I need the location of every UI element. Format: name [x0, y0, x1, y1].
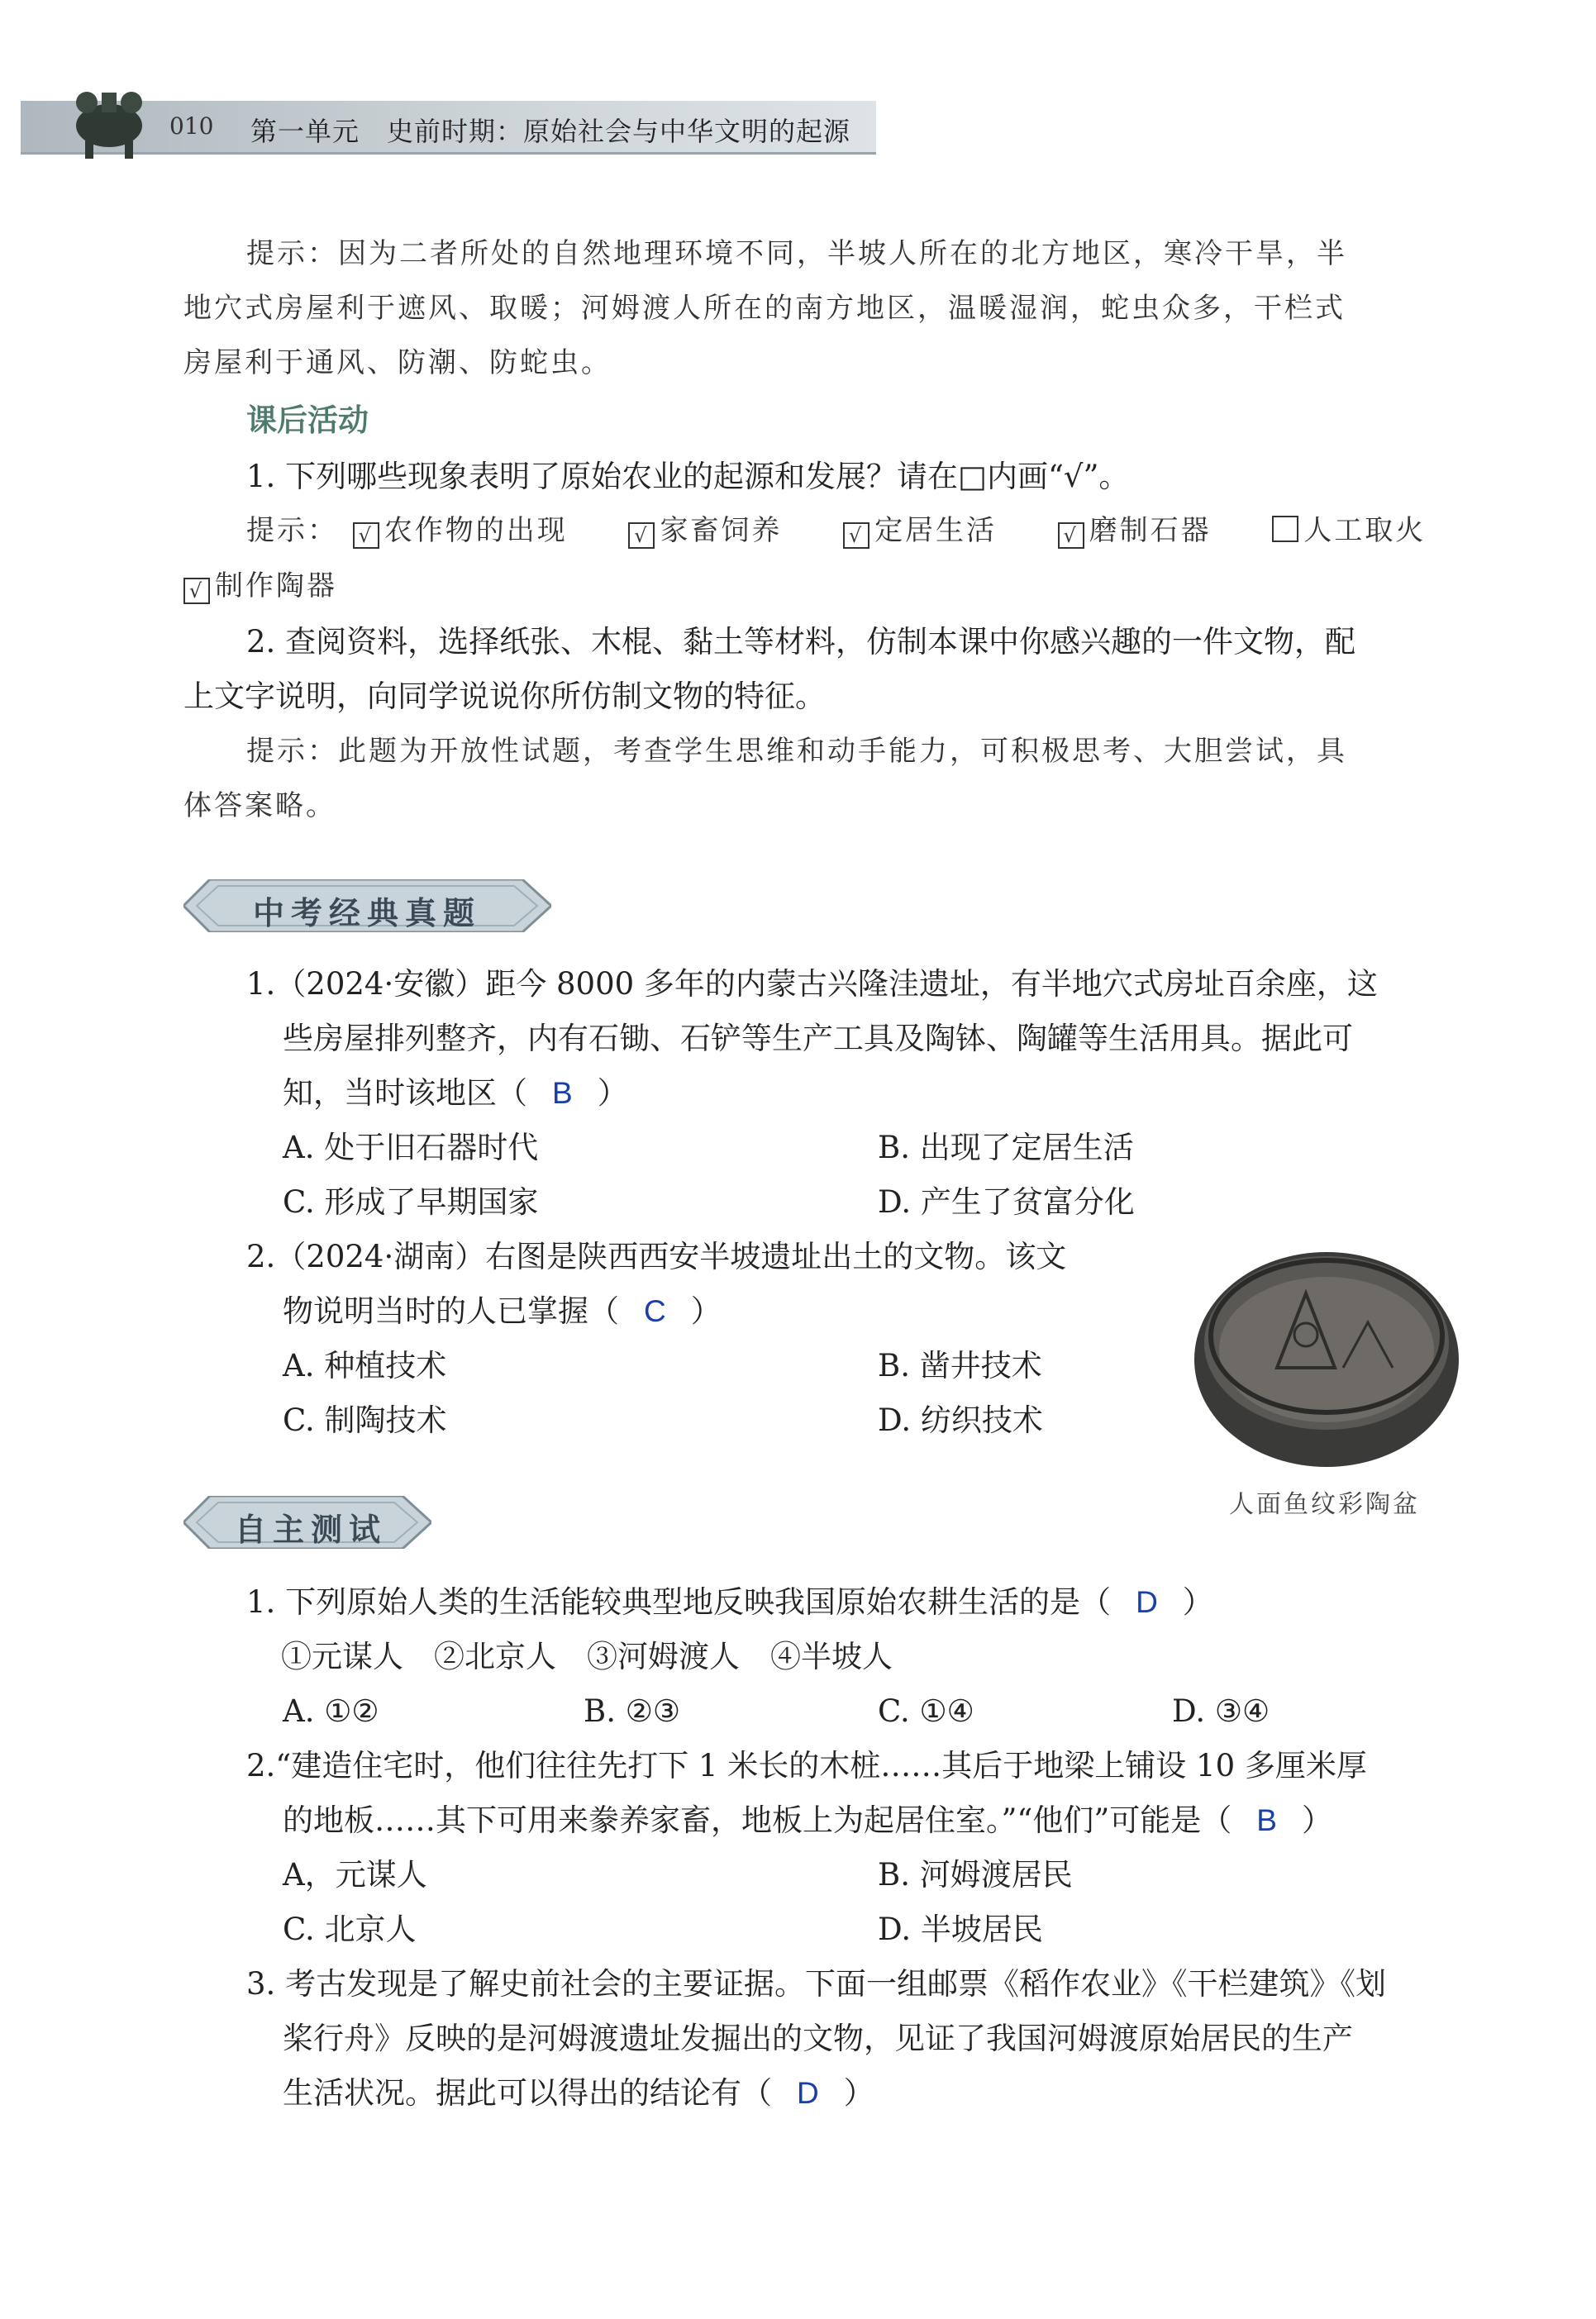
question-text	[283, 1802, 1332, 1838]
option-label: 制作陶器	[215, 569, 337, 602]
checkbox: √	[183, 578, 210, 604]
checkbox	[1272, 516, 1298, 542]
activity-heading: 课后活动	[246, 402, 369, 438]
hint-line: 提示：因为二者所处的自然地理环境不同，半坡人所在的北方地区，寒冷干旱，半	[246, 237, 1347, 270]
question-text: 2.“建造住宅时，他们往往先打下 1 米长的木桩……其后于地梁上铺设 10 多厘米厚	[246, 1748, 1367, 1783]
option: D. 半坡居民	[878, 1912, 1043, 1947]
painted-pottery-basin-image	[1190, 1244, 1463, 1475]
option: C. 北京人	[283, 1912, 417, 1947]
answer-mark: B	[1256, 1803, 1277, 1837]
option: A，元谋人	[283, 1857, 427, 1893]
chapter-title: 第一单元 史前时期：原始社会与中华文明的起源	[250, 116, 851, 147]
bronze-vessel-icon	[62, 86, 157, 160]
question-stem: 的地板……其下可用来豢养家畜，地板上为起居住室。”“他们”可能是（	[283, 1802, 1232, 1838]
answer-mark: D	[797, 2076, 819, 2110]
hint-line: 地穴式房屋利于遮风、取暖；河姆渡人所在的南方地区，温暖湿润，蛇虫众多，干栏式	[183, 292, 1346, 325]
option-label: 人工取火	[1303, 514, 1427, 547]
question-text	[283, 2075, 874, 2111]
page-number: 010	[169, 112, 214, 140]
option-label: 磨制石器	[1089, 514, 1212, 547]
question-stem: 生活状况。据此可以得出的结论有（	[283, 2075, 772, 2111]
page-header	[21, 101, 876, 155]
option: D. ③④	[1172, 1693, 1270, 1729]
hint-line: 提示：此题为开放性试题，考查学生思维和动手能力，可积极思考、大胆尝试，具	[246, 735, 1347, 768]
option: C. 形成了早期国家	[283, 1184, 539, 1220]
checkbox-hint-row	[246, 516, 1426, 549]
bracket: ）	[843, 2075, 874, 2111]
option-label: 农作物的出现	[384, 514, 568, 547]
bracket: ）	[1301, 1802, 1332, 1838]
question-text	[246, 1584, 1213, 1620]
hint-line: 房屋利于通风、防潮、防蛇虫。	[183, 346, 612, 379]
question-text: 桨行舟》反映的是河姆渡遗址发掘出的文物，见证了我国河姆渡原始居民的生产	[283, 2021, 1353, 2056]
option: B. 凿井技术	[878, 1348, 1042, 1383]
question-text: 3. 考古发现是了解史前社会的主要证据。下面一组邮票《稻作农业》《干栏建筑》《划	[246, 1966, 1387, 2002]
question-text: 2. 查阅资料，选择纸张、木棍、黏土等材料，仿制本课中你感兴趣的一件文物，配	[246, 624, 1356, 660]
option: D. 纺织技术	[878, 1402, 1043, 1438]
checkbox: √	[1058, 522, 1084, 549]
option: B. ②③	[584, 1693, 681, 1729]
question-text: 上文字说明，向同学说说你所仿制文物的特征。	[183, 679, 826, 714]
checkbox: √	[353, 522, 379, 549]
question-stem: 1. 下列原始人类的生活能较典型地反映我国原始农耕生活的是（	[246, 1584, 1112, 1620]
question-stem: 知，当时该地区（	[283, 1075, 527, 1111]
option: B. 出现了定居生活	[878, 1130, 1134, 1165]
checkbox-hint-row	[180, 569, 337, 604]
question-text: 1. 下列哪些现象表明了原始农业的起源和发展？请在□内画“√”。	[246, 459, 1130, 494]
option: A. ①②	[283, 1693, 379, 1729]
image-caption: 人面鱼纹彩陶盆	[1229, 1490, 1420, 1519]
question-text: 2.（2024·湖南）右图是陕西西安半坡遗址出土的文物。该文	[246, 1239, 1067, 1274]
answer-mark: C	[644, 1294, 666, 1328]
section-banner	[183, 879, 551, 932]
checkbox: √	[843, 522, 869, 549]
option: B. 河姆渡居民	[878, 1857, 1073, 1893]
checkbox: √	[628, 522, 655, 549]
answer-mark: B	[552, 1076, 573, 1110]
answer-mark: D	[1136, 1585, 1158, 1619]
question-text	[283, 1075, 628, 1111]
question-stem: 物说明当时的人已掌握（	[283, 1293, 619, 1329]
bracket: ）	[690, 1293, 722, 1329]
question-text: 些房屋排列整齐，内有石锄、石铲等生产工具及陶钵、陶罐等生活用具。据此可	[283, 1021, 1353, 1056]
question-items: ①元谋人 ②北京人 ③河姆渡人 ④半坡人	[281, 1639, 893, 1674]
bracket: ）	[597, 1075, 628, 1111]
section-title: 自主测试	[235, 1512, 388, 1548]
option-label: 家畜饲养	[660, 514, 783, 547]
section-banner	[183, 1496, 431, 1549]
option: A. 种植技术	[283, 1348, 447, 1383]
hint-line: 体答案略。	[183, 789, 336, 822]
question-text	[283, 1293, 722, 1329]
option: C. 制陶技术	[283, 1402, 447, 1438]
hint-label: 提示：	[246, 514, 338, 547]
section-title: 中考经典真题	[253, 895, 482, 931]
option-label: 定居生活	[874, 514, 998, 547]
option: A. 处于旧石器时代	[283, 1130, 539, 1165]
option: D. 产生了贫富分化	[878, 1184, 1135, 1220]
bracket: ）	[1182, 1584, 1213, 1620]
question-text: 1.（2024·安徽）距今 8000 多年的内蒙古兴隆洼遗址，有半地穴式房址百余座，这	[246, 966, 1378, 1002]
option: C. ①④	[878, 1693, 974, 1729]
